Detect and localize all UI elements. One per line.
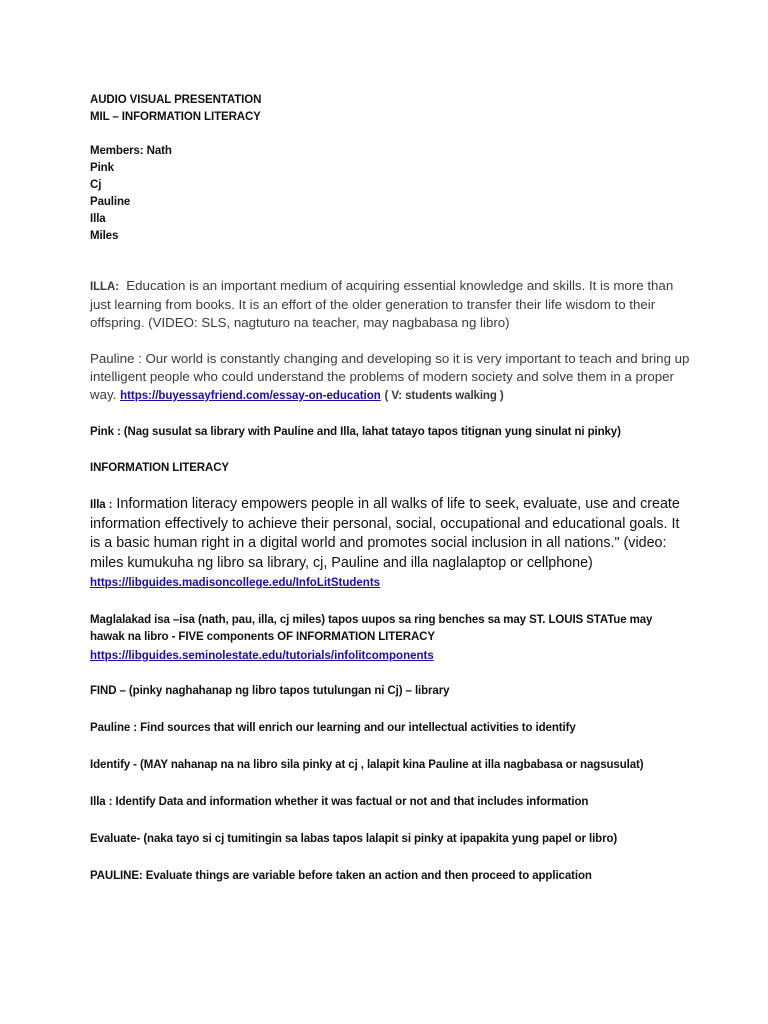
paragraph-evaluate: Evaluate- (naka tayo si cj tumitingin sa labas tapos lalapit si pinky at ipapakita yung papel or libro) — [90, 832, 618, 845]
paragraph-text: Education is an important medium of acquiring essential knowledge and skills. It is more than just learning from books. It is an effort of the older generation to transfer their life wisdom to their offspring. (VIDEO: SLS, nagtuturo na teacher, may nagbabasa ng libro) — [90, 278, 674, 330]
members-label: Members: Nath — [90, 145, 172, 157]
paragraph-pauline-evaluate: PAULINE: Evaluate things are variable before taken an action and then proceed to application — [90, 869, 592, 882]
paragraph-find: FIND – (pinky naghahanap ng libro tapos tutulungan ni Cj) – library — [90, 684, 450, 697]
paragraph-pauline-find: Pauline : Find sources that will enrich our learning and our intellectual activities to identify — [90, 721, 576, 734]
document-subtitle: MIL – INFORMATION LITERACY — [90, 111, 261, 123]
document-page — [90, 92, 690, 885]
paragraph-illa-education — [90, 277, 690, 332]
paragraph-pink: Pink : (Nag susulat sa library with Pauline and Illa, lahat tatayo tapos titignan yung sinulat ni pinky) — [90, 426, 621, 438]
paragraph-illa-identify: Illa : Identify Data and information whether it was factual or not and that includes information — [90, 795, 589, 808]
paragraph-text: Information literacy empowers people in all walks of life to seek, evaluate, use and create information effectively to achieve their personal, social, occupational and educational goals. It is a basic human right in a digital world and promotes social inclusion in all nations." (video: miles kumukuha ng libro sa library, cj, Pauline and illa naglalaptop or cellphone) — [90, 496, 680, 571]
essay-link[interactable]: https://buyessayfriend.com/essay-on-education — [120, 390, 381, 402]
speaker-label: Illa : — [90, 499, 113, 511]
document-title: AUDIO VISUAL PRESENTATION — [90, 94, 262, 106]
madison-link[interactable]: https://libguides.madisoncollege.edu/InfoLitStudents — [90, 577, 381, 589]
member-miles: Miles — [90, 230, 119, 242]
member-illa: Illa — [90, 213, 106, 225]
member-pink: Pink — [90, 162, 114, 174]
member-cj: Cj — [90, 179, 102, 191]
paragraph-walk-line1: Maglalakad isa –isa (nath, pau, illa, cj miles) tapos uupos sa ring benches sa may ST. LOUIS STATue may — [90, 613, 653, 626]
video-note: ( V: students walking ) — [384, 390, 504, 402]
paragraph-walk-line2: hawak na libro - FIVE components OF INFORMATION LITERACY — [90, 630, 435, 643]
speaker-label: ILLA: — [90, 281, 119, 293]
paragraph-illa-information-literacy — [90, 495, 690, 594]
seminole-link[interactable]: https://libguides.seminolestate.edu/tutorials/infolitcomponents — [90, 649, 434, 662]
member-pauline: Pauline — [90, 196, 131, 208]
section-heading: INFORMATION LITERACY — [90, 462, 229, 474]
paragraph-pauline-world — [90, 350, 690, 405]
paragraph-identify: Identify - (MAY nahanap na na libro sila pinky at cj , lalapit kina Pauline at illa nagbabasa or nagsusulat) — [90, 758, 644, 771]
paragraph-text: Pauline : Our world is constantly changing and developing so it is very important to teach and bring up intelligent people who could understand the problems of modern society and solve them in a proper way. — [90, 351, 690, 402]
